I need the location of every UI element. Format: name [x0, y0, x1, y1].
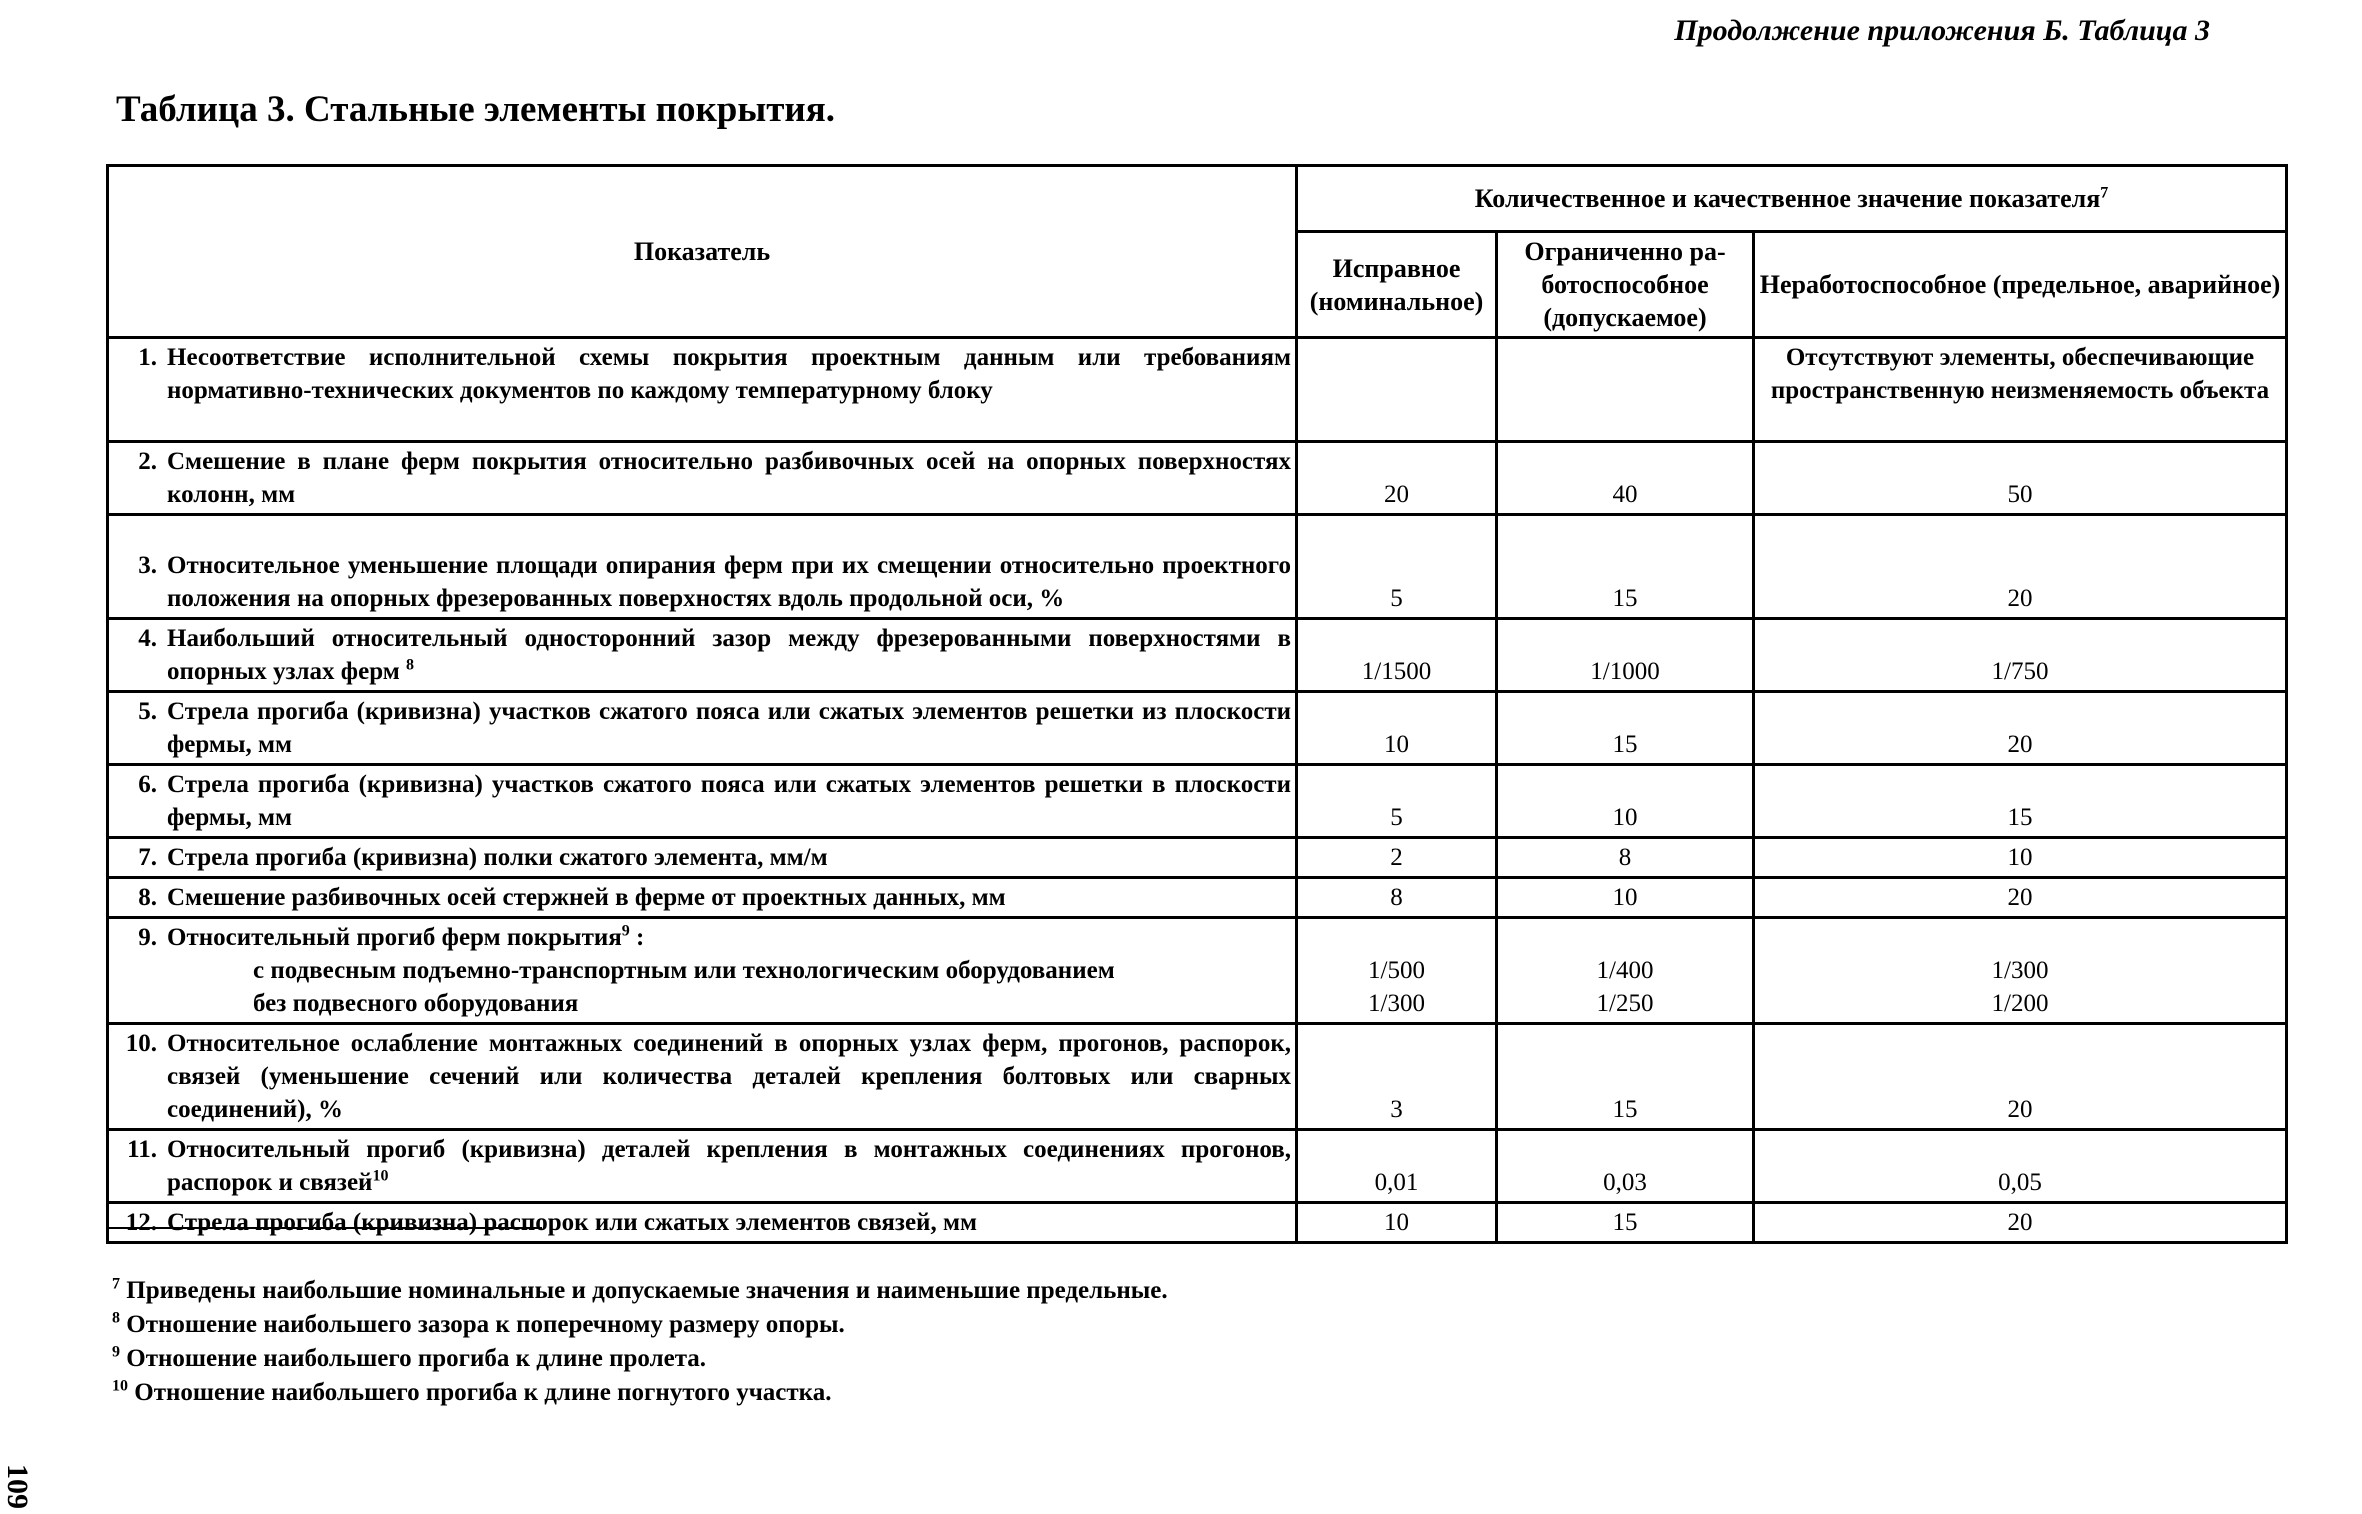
footnotes [112, 1274, 1168, 1410]
cell-inoperable: 20 [1754, 1203, 2287, 1243]
header-col-inoperable [1754, 232, 2287, 338]
footnote-text: Приведены наибольшие номинальные и допускаемые значения и наименьшие предельные. [126, 1277, 1168, 1304]
row-text: Стрела прогиба (кривизна) участков сжатого пояса или сжатых элементов решетки в плоскости фермы, мм [167, 771, 1291, 831]
table-row [108, 338, 2287, 442]
row-indicator [108, 918, 1297, 1024]
row-text: Относительный прогиб (кривизна) деталей крепления в монтажных соединениях прогонов, распорок и связей [167, 1136, 1291, 1196]
row-text: Стрела прогиба (кривизна) распорок или сжатых элементов связей, мм [167, 1209, 978, 1236]
row-subitem: без подвесного оборудования [253, 990, 579, 1017]
cell-inoperable: 20 [1754, 692, 2287, 765]
cell-limited: 15 [1497, 515, 1754, 619]
cell-limited: 15 [1497, 692, 1754, 765]
row-indicator [108, 515, 1297, 619]
row-number: 1. [138, 344, 157, 371]
row-text: Несоответствие исполнительной схемы покрытия проектным данным или требованиям нормативно-технических документов по каждому температурному блоку [167, 344, 1291, 404]
table-title: Таблица 3. Стальные элементы покрытия. [116, 89, 835, 130]
row-number: 9. [138, 924, 157, 951]
row-number: 12. [125, 1209, 157, 1236]
cell-inoperable: 20 [1754, 515, 2287, 619]
table-row [108, 918, 2287, 1024]
table-row [108, 878, 2287, 918]
cell-limited: 40 [1497, 442, 1754, 515]
cell-inoperable: 0,05 [1754, 1130, 2287, 1203]
cell-value: 1/500 [1368, 957, 1425, 984]
row-number: 6. [138, 771, 157, 798]
footnote-text: Отношение наибольшего прогиба к длине пролета. [126, 1345, 707, 1372]
cell-serviceable [1297, 338, 1497, 442]
row-indicator [108, 692, 1297, 765]
row-indicator [108, 838, 1297, 878]
row-indicator [108, 765, 1297, 838]
cell-limited: 15 [1497, 1203, 1754, 1243]
table-row [108, 1203, 2287, 1243]
row-number: 2. [138, 448, 157, 475]
cell-inoperable: Отсутствуют элементы, обеспечивающие пространственную неизменяемость объекта [1754, 338, 2287, 442]
row-number: 11. [127, 1136, 157, 1163]
cell-inoperable: 50 [1754, 442, 2287, 515]
row-text: Наибольший относительный односторонний зазор между фрезерованными поверхностями в опорных узлах ферм [167, 625, 1291, 685]
footnote-text: Отношение наибольшего прогиба к длине погнутого участка. [134, 1379, 832, 1406]
row-indicator [108, 1024, 1297, 1130]
cell-serviceable: 5 [1297, 515, 1497, 619]
row-indicator [108, 442, 1297, 515]
cell-serviceable: 0,01 [1297, 1130, 1497, 1203]
header-col-limited-label: Ограниченно ра-ботоспособное (допускаемое) [1524, 237, 1726, 332]
table-row [108, 442, 2287, 515]
cell-limited [1497, 338, 1754, 442]
cell-limited: 10 [1497, 878, 1754, 918]
header-group-footnote-mark: 7 [2100, 184, 2109, 202]
cell-inoperable: 15 [1754, 765, 2287, 838]
row-indicator [108, 338, 1297, 442]
cell-serviceable: 2 [1297, 838, 1497, 878]
running-header: Продолжение приложения Б. Таблица 3 [1674, 14, 2210, 47]
cell-value: 1/300 [1368, 990, 1425, 1017]
cell-limited: 10 [1497, 765, 1754, 838]
cell-serviceable: 1/1500 [1297, 619, 1497, 692]
footnote-mark: 8 [112, 1309, 120, 1327]
table-row [108, 838, 2287, 878]
footnote-divider [108, 1227, 542, 1229]
row-text: Стрела прогиба (кривизна) участков сжатого пояса или сжатых элементов решетки из плоскости фермы, мм [167, 698, 1291, 758]
cell-inoperable: 20 [1754, 878, 2287, 918]
cell-limited: 8 [1497, 838, 1754, 878]
cell-serviceable: 3 [1297, 1024, 1497, 1130]
header-group [1297, 166, 2287, 232]
row-subitem: с подвесным подъемно-транспортным или технологическим оборудованием [253, 957, 1115, 984]
footnote [112, 1376, 1168, 1410]
footnote-mark: 7 [112, 1275, 120, 1293]
cell-limited [1497, 918, 1754, 1024]
table-row [108, 1024, 2287, 1130]
cell-serviceable: 8 [1297, 878, 1497, 918]
page-number: 109 [1, 1464, 34, 1509]
cell-value: 1/200 [1991, 990, 2049, 1017]
row-footnote-mark: 8 [406, 656, 415, 674]
row-indicator [108, 878, 1297, 918]
footnote [112, 1274, 1168, 1308]
row-text: Относительный прогиб ферм покрытия [167, 924, 622, 951]
cell-serviceable [1297, 918, 1497, 1024]
row-text: Относительное ослабление монтажных соединений в опорных узлах ферм, прогонов, распорок, связей (уменьшение сечений или количества деталей крепления болтовых или сварных соединений), % [167, 1030, 1291, 1123]
row-text: Смешение разбивочных осей стержней в ферме от проектных данных, мм [167, 884, 1006, 911]
row-number: 8. [138, 884, 157, 911]
row-footnote-mark: 9 [621, 922, 630, 940]
header-col-serviceable [1297, 232, 1497, 338]
cell-inoperable: 1/750 [1754, 619, 2287, 692]
table-row [108, 1130, 2287, 1203]
header-group-label: Количественное и качественное значение показателя [1474, 184, 2101, 213]
row-indicator [108, 1130, 1297, 1203]
footnote [112, 1308, 1168, 1342]
row-footnote-mark: 10 [372, 1167, 389, 1185]
cell-serviceable: 20 [1297, 442, 1497, 515]
cell-inoperable: 20 [1754, 1024, 2287, 1130]
row-number: 7. [138, 844, 157, 871]
row-indicator [108, 1203, 1297, 1243]
header-col-serviceable-label: Исправное (номинальное) [1309, 253, 1484, 316]
footnote [112, 1342, 1168, 1376]
cell-serviceable: 10 [1297, 692, 1497, 765]
cell-serviceable: 10 [1297, 1203, 1497, 1243]
footnote-text: Отношение наибольшего зазора к поперечному размеру опоры. [126, 1311, 845, 1338]
row-text-suffix: : [636, 924, 645, 951]
cell-inoperable: 10 [1754, 838, 2287, 878]
table-row [108, 619, 2287, 692]
row-number: 5. [138, 698, 157, 725]
row-text: Относительное уменьшение площади опирания ферм при их смещении относительно проектного положения на опорных фрезерованных поверхностях вдоль продольной оси, % [167, 552, 1291, 612]
cell-inoperable [1754, 918, 2287, 1024]
header-col-limited [1497, 232, 1754, 338]
table-row [108, 765, 2287, 838]
table-row [108, 692, 2287, 765]
cell-value: 1/250 [1596, 990, 1654, 1017]
cell-value: 1/300 [1991, 957, 2049, 984]
cell-limited: 1/1000 [1497, 619, 1754, 692]
cell-serviceable: 5 [1297, 765, 1497, 838]
row-indicator [108, 619, 1297, 692]
cell-limited: 15 [1497, 1024, 1754, 1130]
footnote-mark: 9 [112, 1343, 120, 1361]
header-col-inoperable-label: Неработоспособное (предельное, аварийное) [1759, 270, 2281, 299]
row-number: 3. [138, 552, 157, 579]
table-row [108, 515, 2287, 619]
row-number: 4. [138, 625, 157, 652]
row-text: Стрела прогиба (кривизна) полки сжатого элемента, мм/м [167, 844, 828, 871]
cell-limited: 0,03 [1497, 1130, 1754, 1203]
header-indicator-label: Показатель [633, 237, 771, 266]
row-text: Смешение в плане ферм покрытия относительно разбивочных осей на опорных поверхностях колонн, мм [167, 448, 1291, 508]
row-number: 10. [125, 1030, 157, 1057]
indicator-table [106, 164, 2288, 1244]
header-indicator [108, 166, 1297, 338]
cell-value: 1/400 [1596, 957, 1654, 984]
footnote-mark: 10 [112, 1377, 128, 1395]
